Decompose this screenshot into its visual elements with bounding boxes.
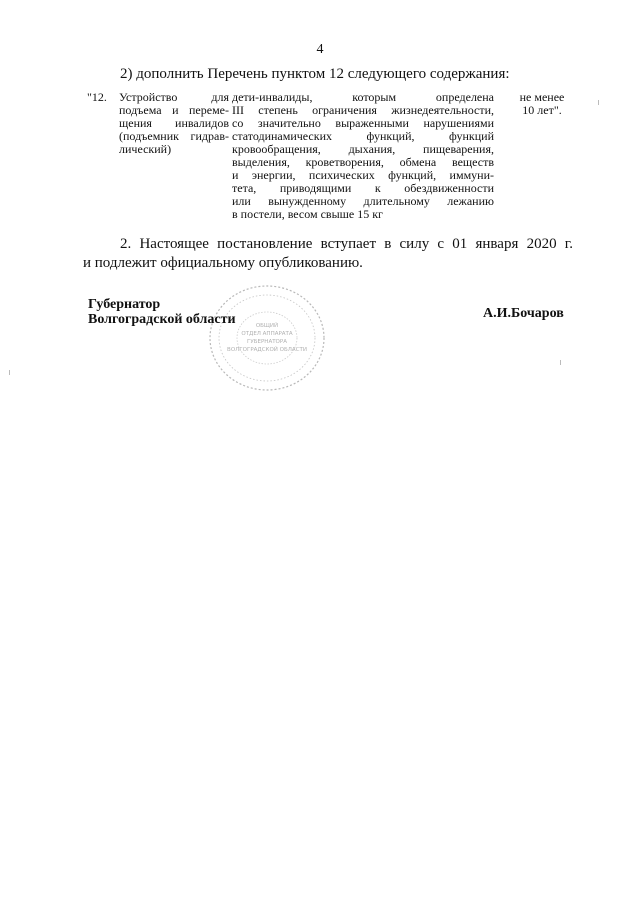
- condition-line: III степень ограничения жизнедеятельности,: [232, 103, 494, 117]
- item-name-line: Устройство для: [119, 90, 229, 104]
- item-condition: [232, 91, 494, 221]
- seal-text: ОТДЕЛ АППАРАТА: [241, 331, 293, 337]
- seal-text: ГУБЕРНАТОРА: [247, 339, 287, 345]
- item-name-line: (подъемник гидрав-: [119, 129, 229, 143]
- condition-line: статодинамических функций, функций: [232, 129, 494, 143]
- condition-line: кровообращения, дыхания, пищеварения,: [232, 142, 494, 156]
- condition-line: в постели, весом свыше 15 кг: [232, 207, 383, 221]
- scan-mark: [9, 370, 10, 375]
- paragraph-line: 2. Настоящее постановление вступает в силу с 01 января 2020 г.: [120, 236, 573, 252]
- item-name-line: подъема и переме-: [119, 103, 229, 117]
- term-line: не менее: [519, 90, 565, 104]
- condition-line: дети-инвалиды, которым определена: [232, 90, 494, 104]
- condition-line: со значительно выраженными нарушениями: [232, 116, 494, 130]
- item-term: [516, 91, 568, 117]
- condition-line: и энергии, психических функций, иммуни-: [232, 168, 494, 182]
- item-name: [119, 91, 229, 156]
- condition-line: тета, приводящими к обездвиженности: [232, 181, 494, 195]
- scan-mark: [598, 100, 599, 105]
- condition-line: выделения, кроветворения, обмена веществ: [232, 155, 494, 169]
- term-line: 10 лет".: [522, 103, 562, 117]
- intro-text: 2) дополнить Перечень пунктом 12 следующего содержания:: [120, 66, 510, 82]
- item-name-line: щения инвалидов: [119, 116, 229, 130]
- item-number: "12.: [87, 90, 107, 104]
- signature-name: А.И.Бочаров: [483, 306, 564, 321]
- seal-text: ОБЩИЙ: [255, 323, 279, 329]
- scan-mark: [560, 360, 561, 365]
- signature-title: [88, 297, 236, 327]
- item-name-line: лический): [119, 142, 172, 156]
- signature-title-line: Волгоградской области: [88, 312, 236, 327]
- page-number: 4: [316, 42, 324, 57]
- effective-date-paragraph: [83, 235, 573, 273]
- signature-title-line: Губернатор: [88, 297, 161, 312]
- paragraph-line: и подлежит официальному опубликованию.: [83, 255, 363, 271]
- condition-line: или вынужденному длительному лежанию: [232, 194, 494, 208]
- seal-text: ВОЛГОГРАДСКОЙ ОБЛАСТИ: [227, 347, 307, 353]
